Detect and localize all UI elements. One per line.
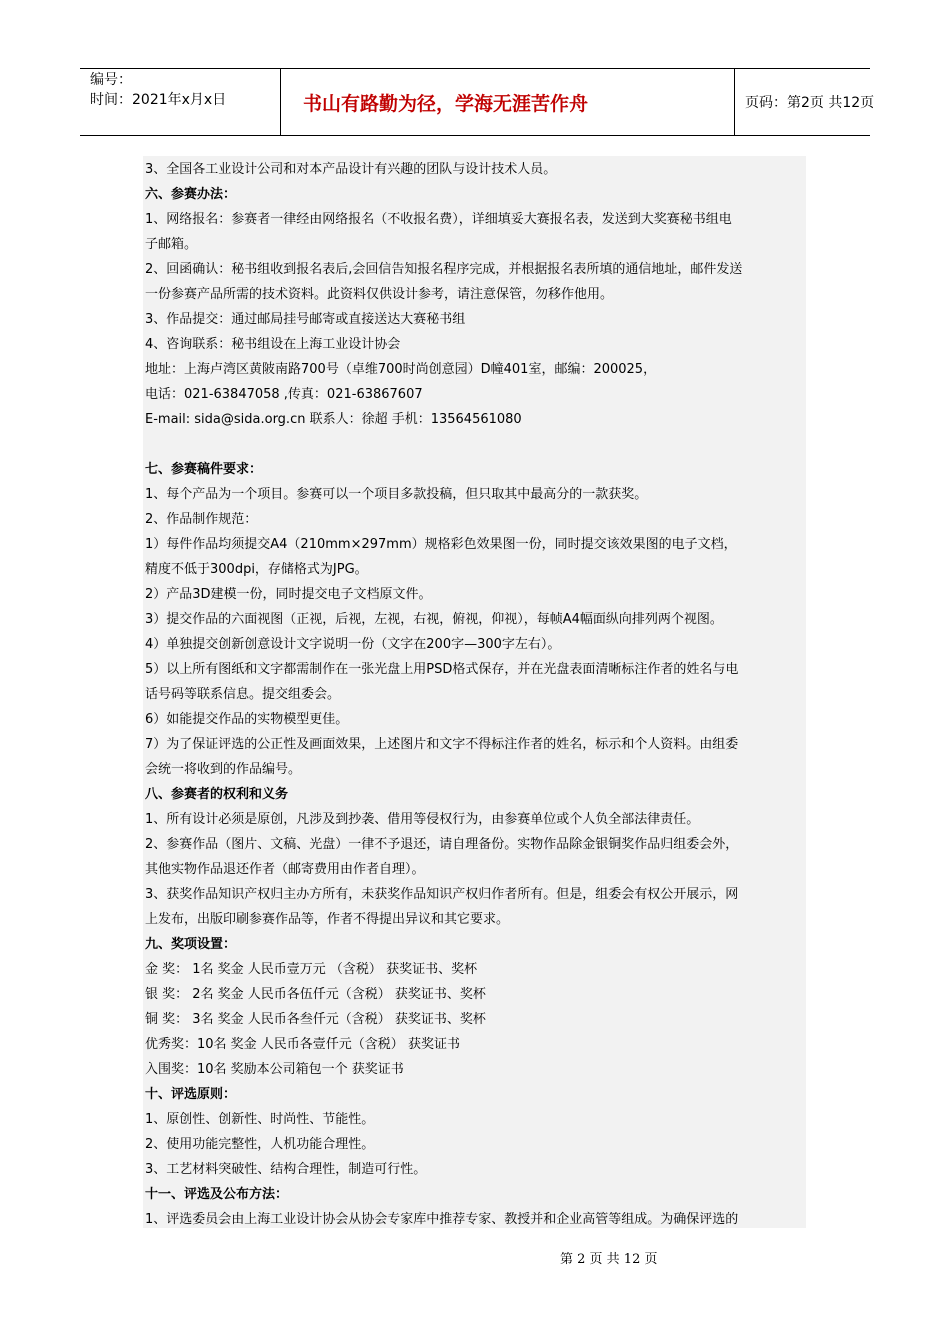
text-line: 2、使用功能完整性，人机功能合理性。 — [145, 1137, 375, 1152]
page-header — [80, 68, 875, 136]
award-line-bronze: 铜 奖： 3名 奖金 人民币各叁仟元（含税） 获奖证书、奖杯 — [145, 1012, 486, 1027]
document-code-label: 编号： — [90, 72, 132, 88]
text-line: 话号码等联系信息。提交组委会。 — [145, 687, 341, 702]
text-line: 3、作品提交：通过邮局挂号邮寄或直接送达大赛秘书组 — [145, 312, 466, 327]
text-line: 子邮箱。 — [145, 237, 198, 252]
header-motto-cell — [281, 69, 735, 135]
award-line-silver: 银 奖： 2名 奖金 人民币各伍仟元（含税） 获奖证书、奖杯 — [145, 987, 486, 1002]
page-footer: 第 2 页 共 12 页 — [560, 1252, 658, 1267]
text-line: 会统一将收到的作品编号。 — [145, 762, 302, 777]
text-line: 2、作品制作规范： — [145, 512, 258, 527]
text-line: 电话：021-63847058 ,传真：021-63867607 — [145, 387, 423, 402]
text-line: 1、评选委员会由上海工业设计协会从协会专家库中推荐专家、教授并和企业高管等组成。为确保评选的 — [145, 1212, 739, 1227]
text-line: 3、全国各工业设计公司和对本产品设计有兴趣的团队与设计技术人员。 — [145, 162, 557, 177]
text-line: 其他实物作品退还作者（邮寄费用由作者自理）。 — [145, 862, 425, 877]
header-page-cell — [735, 69, 875, 135]
text-line: 一份参赛产品所需的技术资料。此资料仅供设计参考，请注意保管，勿移作他用。 — [145, 287, 614, 302]
text-line: 3、获奖作品知识产权归主办方所有，未获奖作品知识产权归作者所有。但是，组委会有权公开展示，网 — [145, 887, 739, 902]
text-line: 上发布，出版印刷参赛作品等，作者不得提出异议和其它要求。 — [145, 912, 510, 927]
text-line: 3）提交作品的六面视图（正视，后视，左视，右视，俯视，仰视），每帧A4幅面纵向排列两个视图。 — [145, 612, 723, 627]
text-line: 4、咨询联系：秘书组设在上海工业设计协会 — [145, 337, 401, 352]
header-motto: 书山有路勤为径，学海无涯苦作舟 — [303, 93, 589, 115]
award-line-gold: 金 奖： 1名 奖金 人民币壹万元 （含税） 获奖证书、奖杯 — [145, 962, 478, 977]
section-heading: 九、奖项设置： — [145, 937, 237, 952]
award-line-excellence: 优秀奖：10名 奖金 人民币各壹仟元（含税） 获奖证书 — [145, 1037, 460, 1052]
contact-line: E-mail: sida@sida.org.cn 联系人：徐超 手机：13564561080 — [145, 412, 522, 427]
text-line: 4）单独提交创新创意设计文字说明一份（文字在200字—300字左右）。 — [145, 637, 561, 652]
text-line: 2、回函确认：秘书组收到报名表后,会回信告知报名程序完成，并根据报名表所填的通信地址，邮件发送 — [145, 262, 743, 277]
section-heading: 十、评选原则： — [145, 1087, 237, 1102]
text-line: 5）以上所有图纸和文字都需制作在一张光盘上用PSD格式保存，并在光盘表面清晰标注作者的姓名与电 — [145, 662, 739, 677]
text-line: 2、参赛作品（图片、文稿、光盘）一律不予退还，请自理备份。实物作品除金银铜奖作品归组委会外， — [145, 837, 739, 852]
header-page-info: 页码：第2页 共12页 — [745, 95, 875, 111]
text-line: 1、所有设计必须是原创，凡涉及到抄袭、借用等侵权行为，由参赛单位或个人负全部法律责任。 — [145, 812, 700, 827]
text-line: 地址：上海卢湾区黄陂南路700号（卓维700时尚创意园）D幢401室，邮编：200025， — [145, 362, 657, 377]
section-heading: 六、参赛办法： — [145, 187, 237, 202]
text-line: 7）为了保证评选的公正性及画面效果，上述图片和文字不得标注作者的姓名，标示和个人资料。由组委 — [145, 737, 739, 752]
text-line: 2）产品3D建模一份，同时提交电子文档原文件。 — [145, 587, 432, 602]
document-body — [143, 156, 806, 1228]
text-line: 1、原创性、创新性、时尚性、节能性。 — [145, 1112, 375, 1127]
text-line: 6）如能提交作品的实物模型更佳。 — [145, 712, 349, 727]
section-heading: 十一、评选及公布方法： — [145, 1187, 289, 1202]
text-line: 精度不低于300dpi，存储格式为JPG。 — [145, 562, 368, 577]
header-meta-cell — [80, 69, 281, 135]
text-line: 1、每个产品为一个项目。参赛可以一个项目多款投稿，但只取其中最高分的一款获奖。 — [145, 487, 648, 502]
section-heading: 七、参赛稿件要求： — [145, 462, 263, 477]
text-line: 1、网络报名：参赛者一律经由网络报名（不收报名费），详细填妥大赛报名表，发送到大奖赛秘书组电 — [145, 212, 732, 227]
award-line-finalist: 入围奖：10名 奖励本公司箱包一个 获奖证书 — [145, 1062, 404, 1077]
document-date: 时间：2021年x月x日 — [90, 92, 227, 108]
text-line: 1）每件作品均须提交A4（210mm×297mm）规格彩色效果图一份，同时提交该效果图的电子文档， — [145, 537, 737, 552]
section-heading: 八、参赛者的权利和义务 — [145, 787, 289, 802]
text-line: 3、工艺材料突破性、结构合理性，制造可行性。 — [145, 1162, 427, 1177]
